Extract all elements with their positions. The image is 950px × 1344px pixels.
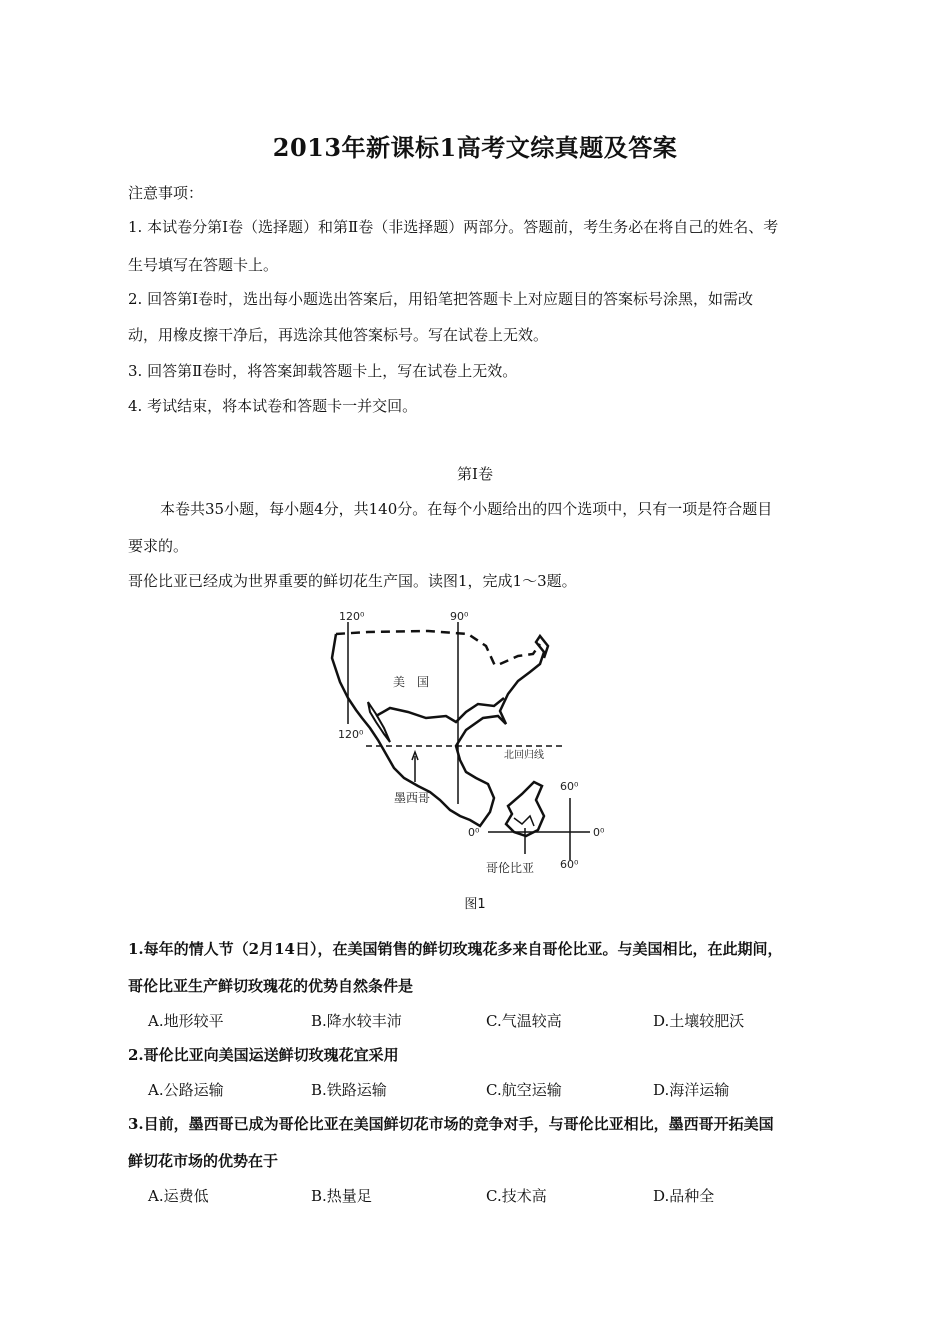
baja-california: [368, 702, 390, 742]
label-tropic: 北回归线: [504, 750, 544, 761]
us-canada-border: [336, 631, 496, 668]
label-lat-120: 120⁰: [338, 728, 364, 741]
figure-1-map: [318, 606, 618, 881]
label-lat60-top: 60⁰: [560, 780, 579, 793]
question-1-option-b: B.降水较丰沛: [311, 1012, 402, 1030]
notice-item-1-line-2: 生号填写在答题卡上。: [128, 256, 279, 274]
section-title: 第Ⅰ卷: [457, 465, 493, 483]
question-2-option-a: A.公路运输: [148, 1081, 224, 1099]
question-2-line-1: 2.哥伦比亚向美国运送鲜切玫瑰花宜采用: [128, 1046, 399, 1064]
label-zero-left: 0⁰: [468, 826, 480, 839]
page-title: 2013年新课标1高考文综真题及答案: [272, 133, 678, 162]
notice-item-2-line-2: 动，用橡皮擦干净后，再选涂其他答案标号。写在试卷上无效。: [128, 326, 549, 344]
question-3-line-2: 鲜切花市场的优势在于: [128, 1152, 279, 1170]
coastline: [332, 634, 548, 826]
notice-item-2-line-1: 2. 回答第Ⅰ卷时，选出每小题选出答案后，用铅笔把答题卡上对应题目的答案标号涂黑，如需改: [128, 290, 754, 308]
notice-item-1-line-1: 1. 本试卷分第Ⅰ卷（选择题）和第Ⅱ卷（非选择题）两部分。答题前，考生务必在将自己的姓名、考: [128, 218, 779, 236]
label-zero-right: 0⁰: [593, 826, 605, 839]
question-3-option-d: D.品种全: [653, 1187, 715, 1205]
notice-item-4: 4. 考试结束，将本试卷和答题卡一并交回。: [128, 397, 418, 415]
notice-heading: 注意事项：: [128, 184, 204, 202]
question-2-option-d: D.海洋运输: [653, 1081, 730, 1099]
question-3-option-c: C.技术高: [486, 1187, 547, 1205]
question-1-option-d: D.土壤较肥沃: [653, 1012, 745, 1030]
question-1-option-a: A.地形较平: [148, 1012, 224, 1030]
figure-caption: 图1: [464, 897, 486, 912]
label-lon90: 90⁰: [450, 610, 469, 623]
section-intro-line-2: 要求的。: [128, 537, 189, 555]
question-3-line-1: 3.目前，墨西哥已成为哥伦比亚在美国鲜切花市场的竞争对手，与哥伦比亚相比，墨西哥开拓美国: [128, 1115, 774, 1133]
question-2-option-c: C.航空运输: [486, 1081, 562, 1099]
colombia-region: [514, 816, 534, 826]
label-lon120-top: 120⁰: [339, 610, 365, 623]
question-1-option-c: C.气温较高: [486, 1012, 562, 1030]
south-america-outline: [506, 782, 544, 836]
question-1-line-1: 1.每年的情人节（2月14日），在美国销售的鲜切玫瑰花多来自哥伦比亚。与美国相比，在此期间，: [128, 940, 783, 958]
question-3-option-b: B.热量足: [311, 1187, 372, 1205]
notice-item-3: 3. 回答第Ⅱ卷时，将答案卸载答题卡上，写在试卷上无效。: [128, 362, 518, 380]
label-usa: 美 国: [393, 675, 430, 689]
label-colombia: 哥伦比亚: [486, 861, 535, 875]
label-mexico: 墨西哥: [394, 791, 431, 805]
section-intro-line-1: 本卷共35小题，每小题4分，共140分。在每个小题给出的四个选项中，只有一项是符合题目: [160, 500, 773, 518]
us-canada-border-east: [500, 644, 540, 664]
label-lat60-bottom: 60⁰: [560, 858, 579, 871]
question-1-line-2: 哥伦比亚生产鲜切玫瑰花的优势自然条件是: [128, 977, 414, 995]
question-3-option-a: A.运费低: [148, 1187, 209, 1205]
passage-text: 哥伦比亚已经成为世界重要的鲜切花生产国。读图1，完成1～3题。: [128, 572, 577, 590]
question-2-option-b: B.铁路运输: [311, 1081, 387, 1099]
